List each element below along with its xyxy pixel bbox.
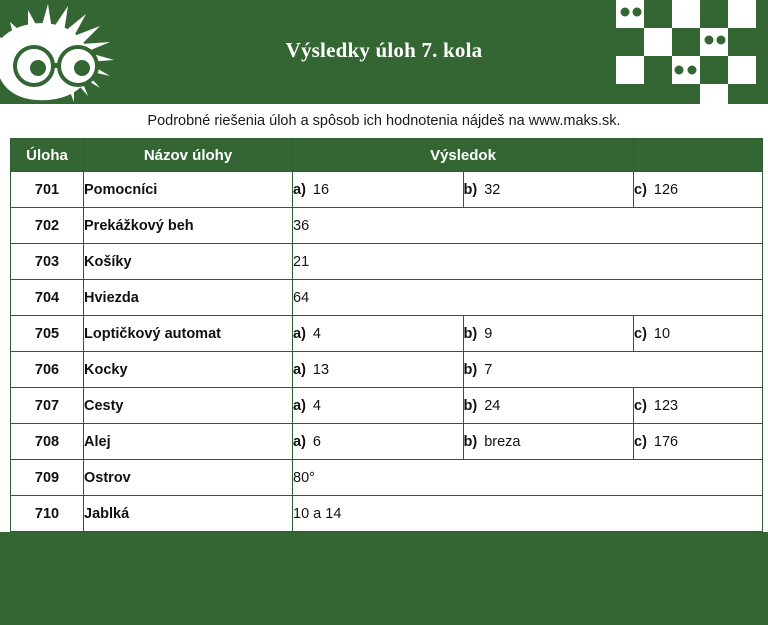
task-result-b [463,352,763,388]
chessboard-with-eyes-icon [600,0,760,104]
table-head [11,139,763,172]
result-value: 80° [293,469,315,486]
result-label-a: a) [293,181,306,198]
result-value-b: 32 [484,181,501,198]
task-result-a [293,424,464,460]
result-label-b: b) [463,181,478,198]
result-label-b: b) [463,433,478,450]
task-result-c [634,316,763,352]
task-result-a [293,172,464,208]
result-value-a: 16 [312,181,330,198]
result-value-a: 4 [312,397,321,414]
task-name: Alej [84,424,293,460]
result-value-a: 13 [312,361,330,378]
task-number: 710 [11,496,84,532]
task-result-single [293,496,763,532]
task-number: 706 [11,352,84,388]
task-result-b [463,388,634,424]
task-number: 708 [11,424,84,460]
column-header-ulohy: Úloha [11,139,84,172]
result-label-c: c) [634,181,647,198]
table-row [11,496,763,532]
result-value-c: 123 [653,397,679,414]
subtitle-text: Podrobné riešenia úloh a spôsob ich hodnotenia nájdeš na www.maks.sk. [147,113,621,129]
result-value-b: breza [484,433,521,450]
task-name: Hviezda [84,280,293,316]
task-name: Loptičkový automat [84,316,293,352]
result-value-a: 4 [312,325,321,342]
table-row [11,352,763,388]
task-result-b [463,424,634,460]
table-row [11,280,763,316]
result-label-b: b) [463,397,478,414]
page-title: Výsledky úloh 7. kola [285,38,483,62]
task-number: 707 [11,388,84,424]
task-number: 705 [11,316,84,352]
task-result-b [463,316,634,352]
task-result-c [634,172,763,208]
task-name: Jablká [84,496,293,532]
table-row [11,172,763,208]
task-name: Ostrov [84,460,293,496]
result-value: 10 a 14 [293,505,342,522]
result-label-a: a) [293,361,306,378]
task-result-c [634,424,763,460]
result-value-c: 126 [653,181,679,198]
table-row [11,388,763,424]
task-number: 702 [11,208,84,244]
task-name: Kocky [84,352,293,388]
result-label-a: a) [293,433,306,450]
result-label-c: c) [634,325,647,342]
task-number: 709 [11,460,84,496]
task-name: Pomocníci [84,172,293,208]
column-header-vysledok: Výsledok [293,139,634,172]
task-name: Košíky [84,244,293,280]
task-result-c [634,388,763,424]
table-row [11,316,763,352]
result-label-a: a) [293,325,306,342]
column-header-nazov: Názov úlohy [84,139,293,172]
task-result-single [293,208,763,244]
task-name: Prekážkový beh [84,208,293,244]
page-header [0,0,768,104]
result-value-c: 176 [653,433,679,450]
result-label-c: c) [634,433,647,450]
result-label-b: b) [463,361,478,378]
task-result-a [293,316,464,352]
column-header-empty [634,139,763,172]
subtitle-bar [0,104,768,138]
result-label-b: b) [463,325,478,342]
table-row [11,208,763,244]
task-result-single [293,244,763,280]
result-value-b: 9 [484,325,493,342]
task-result-single [293,280,763,316]
task-number: 701 [11,172,84,208]
table-row [11,460,763,496]
task-result-a [293,388,464,424]
task-result-single [293,460,763,496]
result-value: 21 [293,253,310,270]
result-value-b: 24 [484,397,501,414]
table-header-row [11,139,763,172]
result-value-a: 6 [312,433,321,450]
task-number: 703 [11,244,84,280]
task-result-a [293,352,464,388]
table-body [11,172,763,532]
result-value: 36 [293,217,310,234]
result-label-c: c) [634,397,647,414]
task-number: 704 [11,280,84,316]
result-label-a: a) [293,397,306,414]
results-table [10,138,763,532]
task-name: Cesty [84,388,293,424]
table-row [11,244,763,280]
task-result-b [463,172,634,208]
results-table-wrapper [0,138,768,532]
table-row [11,424,763,460]
result-value: 64 [293,289,310,306]
result-value-b: 7 [484,361,493,378]
result-value-c: 10 [653,325,671,342]
